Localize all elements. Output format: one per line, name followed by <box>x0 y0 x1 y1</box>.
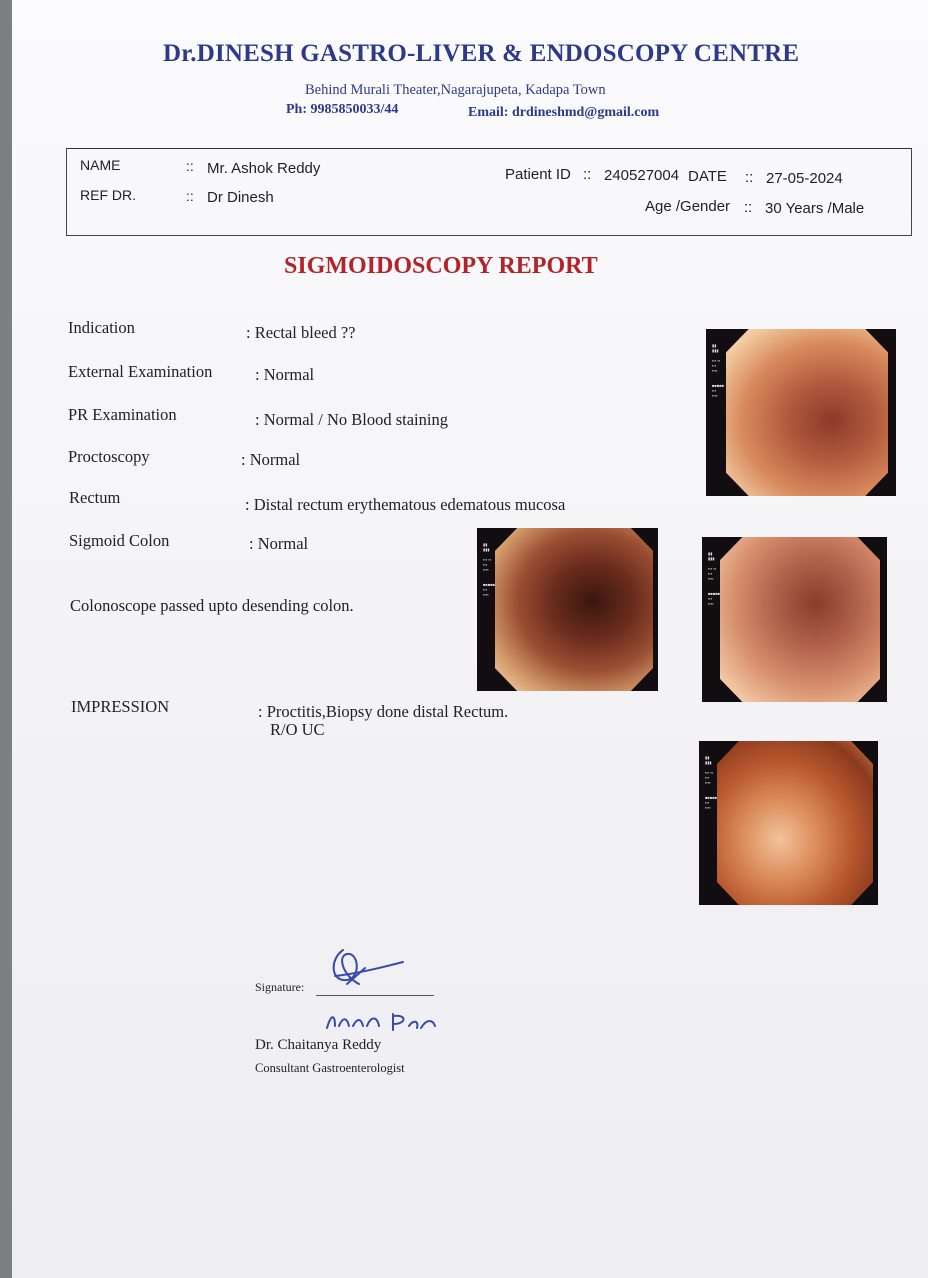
endoscopy-view <box>717 741 873 905</box>
endoscopy-view <box>726 329 888 496</box>
handwritten-name-scribble <box>323 1006 443 1038</box>
finding-label-sigmoid-colon: Sigmoid Colon <box>69 531 170 550</box>
colonoscope-note: Colonoscope passed upto desending colon. <box>70 596 354 615</box>
clinic-name: Dr.DINESH GASTRO-LIVER & ENDOSCOPY CENTRE <box>163 40 800 67</box>
endoscopy-image-2 <box>477 528 658 691</box>
patient-id-separator: :: <box>583 166 592 183</box>
impression-line-2: R/O UC <box>270 720 325 739</box>
age-gender-label: Age /Gender <box>645 198 731 215</box>
finding-label-indication: Indication <box>68 318 135 337</box>
patient-name: Mr. Ashok Reddy <box>207 160 321 177</box>
date-separator: :: <box>745 169 754 186</box>
ref-dr-label: REF DR. <box>80 187 136 203</box>
ref-dr-value: Dr Dinesh <box>207 189 274 206</box>
osd-overlay: ▮▮ ▮▮▮ ▪▪▪ ▪▪ ▪▪▪ ▪▪▪▪ ■■■■■ ▪▪▪ ▪▪▪▪ <box>708 551 721 606</box>
patient-id-value: 240527004 <box>604 167 680 184</box>
endoscopy-image-4 <box>699 741 878 905</box>
finding-value-indication: : Rectal bleed ?? <box>246 323 356 342</box>
name-label: NAME <box>80 157 121 173</box>
osd-overlay: ▮▮ ▮▮▮ ▪▪▪ ▪▪ ▪▪▪ ▪▪▪▪ ■■■■■ ▪▪▪ ▪▪▪▪ <box>705 755 718 810</box>
doctor-designation: Consultant Gastroenterologist <box>255 1061 405 1075</box>
endoscopy-view <box>720 537 880 702</box>
finding-value-rectum: : Distal rectum erythematous edematous mucosa <box>245 495 566 514</box>
finding-value-proctoscopy: : Normal <box>241 450 301 469</box>
endoscopy-image-3 <box>702 537 887 702</box>
signature-label: Signature: <box>255 980 305 994</box>
finding-label-external-examination: External Examination <box>68 362 213 381</box>
finding-value-pr-examination: : Normal / No Blood staining <box>255 410 448 429</box>
name-separator: :: <box>186 158 194 174</box>
impression-line-1: : Proctitis,Biopsy done distal Rectum. <box>258 702 509 721</box>
date-label: DATE <box>688 168 727 185</box>
finding-label-rectum: Rectum <box>69 488 121 507</box>
ref-separator: :: <box>186 188 194 204</box>
patient-id-label: Patient ID <box>505 166 571 183</box>
age-gender-value: 30 Years /Male <box>765 200 865 217</box>
clinic-address: Behind Murali Theater,Nagarajupeta, Kadapa Town <box>305 82 606 98</box>
impression-label: IMPRESSION <box>71 697 170 716</box>
date-value: 27-05-2024 <box>766 170 843 187</box>
report-title: SIGMOIDOSCOPY REPORT <box>284 253 598 279</box>
age-gender-separator: :: <box>744 199 753 216</box>
osd-overlay: ▮▮ ▮▮▮ ▪▪▪ ▪▪ ▪▪▪ ▪▪▪▪ ■■■■■ ▪▪▪ ▪▪▪▪ <box>712 343 725 398</box>
finding-label-proctoscopy: Proctoscopy <box>68 447 150 466</box>
finding-value-external-examination: : Normal <box>255 365 315 384</box>
report-page <box>12 0 928 1278</box>
endoscopy-image-1 <box>706 329 896 496</box>
clinic-phone: Ph: 9985850033/44 <box>286 102 399 117</box>
signature-scribble <box>325 940 415 1000</box>
endoscopy-view <box>495 528 653 691</box>
clinic-email: Email: drdineshmd@gmail.com <box>468 105 660 120</box>
doctor-name: Dr. Chaitanya Reddy <box>255 1037 382 1053</box>
finding-label-pr-examination: PR Examination <box>68 405 177 424</box>
osd-overlay: ▮▮ ▮▮▮ ▪▪▪ ▪▪ ▪▪▪ ▪▪▪▪ ■■■■■ ▪▪▪ ▪▪▪▪ <box>483 542 496 597</box>
finding-value-sigmoid-colon: : Normal <box>249 534 309 553</box>
